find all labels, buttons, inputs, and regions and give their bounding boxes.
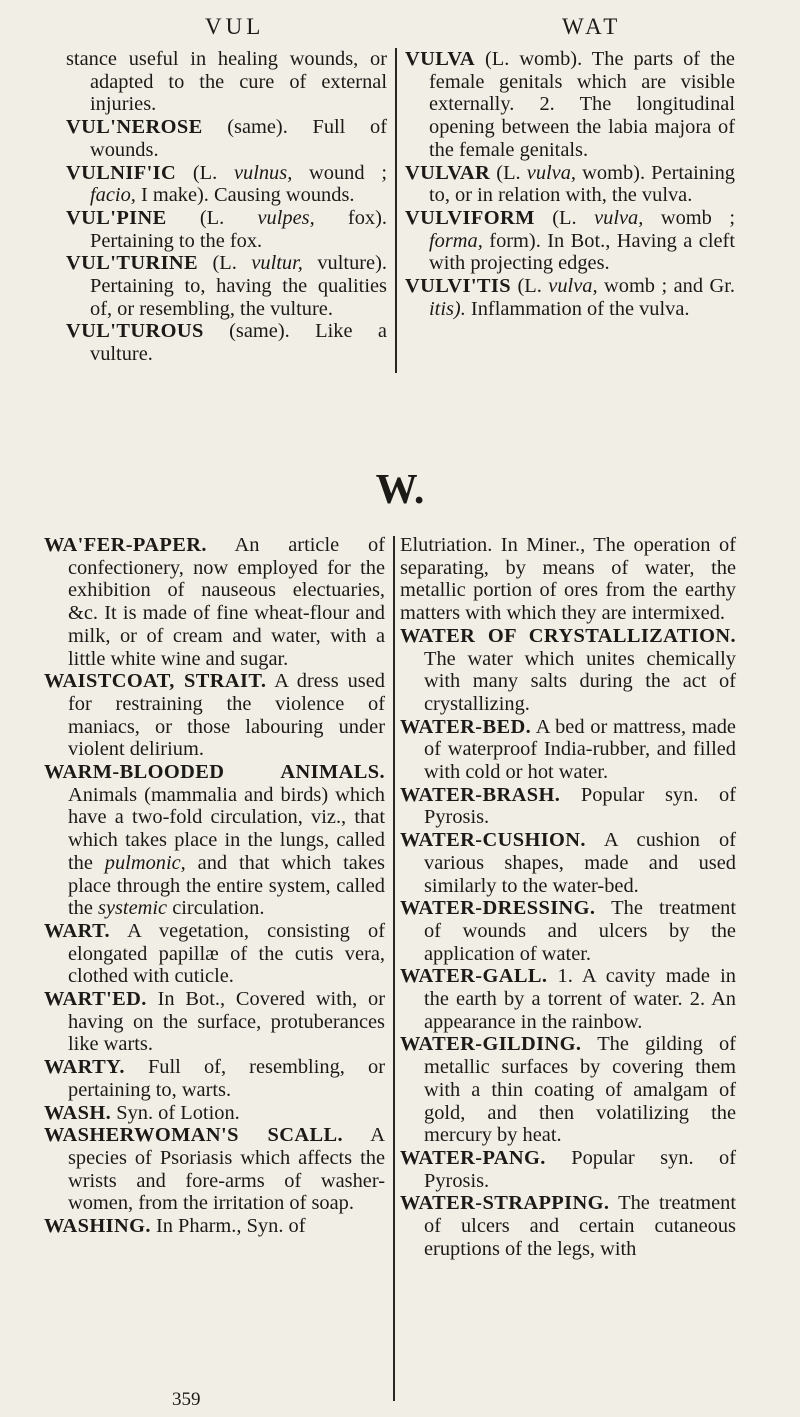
entry-headword: WATER-STRAPPING. <box>400 1192 610 1215</box>
entry-headword: VULVA <box>405 48 475 70</box>
entry-headword: WATER-DRESSING. <box>400 897 596 920</box>
entry-text: (L. <box>176 161 234 184</box>
entry-italic-term: systemic <box>98 897 168 920</box>
header-right: WAT <box>562 14 622 39</box>
entry-text: fox). Pertaining to the fox. <box>90 206 387 252</box>
entry-text: The treatment of wounds and ulcers by the application of water. <box>424 897 736 965</box>
entry-text: An article of confectionery, now employed for the exhibition of nauseous electuaries, &c. It is made of fine wheat-flour and milk, or of cream and water, with a little white wine and sugar. <box>68 534 385 670</box>
entry-headword: VUL'TUROUS <box>66 320 204 343</box>
entry-text: (L. <box>166 206 258 229</box>
entry-text: stance useful in healing wounds, or adapted to the cure of external injuries. <box>66 48 387 116</box>
entry-text: form). In Bot., Having a cleft with projecting edges. <box>429 229 735 275</box>
dictionary-entry <box>44 1215 385 1238</box>
dictionary-entry <box>66 252 387 320</box>
dictionary-entry <box>400 829 736 897</box>
top-right-column <box>405 48 735 320</box>
dictionary-entry <box>400 1192 736 1260</box>
entry-headword: WATER-GILDING. <box>400 1033 582 1056</box>
entry-text: I make). Causing wounds. <box>135 184 355 207</box>
entry-text: (L. womb). The parts of the female genitals which are visible externally. 2. The longitudinal opening between the labia majora of the female genitals. <box>429 48 735 161</box>
entry-text: Animals (mammalia and birds) which have a two-fold circulation, viz., that which takes place in the lungs, called the <box>68 783 385 874</box>
entry-text: A species of Psoriasis which affects the wrists and fore-arms of washer-women, from the irritation of soap. <box>68 1124 386 1215</box>
bottom-right-column <box>400 534 736 1261</box>
entry-headword: WATER-BED. <box>400 715 532 738</box>
column-divider-top <box>395 48 397 373</box>
entry-headword: WASHERWOMAN'S SCALL. <box>44 1124 344 1147</box>
entry-text: womb ; and Gr. <box>597 275 735 298</box>
entry-italic-term: forma, <box>429 229 483 252</box>
entry-italic-term: vulnus, <box>233 161 293 184</box>
entry-text: The water which unites chemically with many salts during the act of crystallizing. <box>424 647 736 715</box>
entry-text: (L. <box>510 275 549 298</box>
section-letter: W. <box>375 467 425 513</box>
dictionary-entry <box>400 1147 736 1192</box>
entry-headword: WATER-PANG. <box>400 1146 546 1169</box>
entry-headword: WARM-BLOODED ANIMALS. <box>44 761 385 784</box>
entry-headword: VUL'PINE <box>66 206 167 229</box>
entry-headword: VUL'NEROSE <box>66 116 203 139</box>
dictionary-entry <box>400 897 736 965</box>
dictionary-entry <box>405 275 735 320</box>
entry-text: A vegetation, consisting of elongated papillæ of the cutis vera, clothed with cuticle. <box>68 919 385 988</box>
dictionary-entry <box>400 716 736 784</box>
entry-headword: WASH. <box>44 1101 112 1124</box>
entry-text: (L. <box>198 252 252 275</box>
dictionary-entry <box>405 207 735 275</box>
entry-text: A dress used for restraining the violence of maniacs, or those labouring under violent delirium. <box>68 670 385 761</box>
entry-text: A bed or mattress, made of waterproof India-rubber, and filled with cold or hot water. <box>424 715 736 784</box>
column-divider-bottom <box>393 536 395 1401</box>
dictionary-entry <box>66 162 387 207</box>
dictionary-entry <box>400 784 736 829</box>
dictionary-entry <box>44 670 385 761</box>
entry-text: womb ; <box>643 206 735 229</box>
page-number: 359 <box>172 1389 201 1410</box>
entry-headword: WART. <box>44 919 111 942</box>
dictionary-entry <box>44 1102 385 1125</box>
entry-italic-term: vultur, <box>251 252 303 275</box>
dictionary-entry <box>66 116 387 161</box>
entry-text: vulture). Pertaining to, having the qualities of, or resembling, the vulture. <box>90 252 387 320</box>
running-header <box>0 6 800 42</box>
entry-headword: VULVIFORM <box>405 206 535 229</box>
header-left: VUL <box>205 14 265 39</box>
entry-text: A cushion of various shapes, made and used similarly to the water-bed. <box>424 829 736 897</box>
dictionary-entry <box>405 162 735 207</box>
dictionary-entry <box>66 48 387 116</box>
entry-italic-term: vulva, <box>594 206 644 229</box>
top-left-column <box>66 48 387 366</box>
dictionary-entry <box>405 48 735 162</box>
entry-headword: WASHING. <box>44 1215 151 1238</box>
entry-text: In Bot., Covered with, or having on the surface, protuberances like warts. <box>68 988 385 1056</box>
entry-text: The gilding of metallic surfaces by covering them with a thin coating of amalgam of gold, and then volatilizing the mercury by heat. <box>424 1033 736 1147</box>
entry-headword: VULVAR <box>405 161 491 184</box>
entry-text: wound ; <box>292 161 387 184</box>
dictionary-entry <box>44 761 385 920</box>
entry-text: (L. <box>534 206 595 229</box>
dictionary-entry <box>66 320 387 365</box>
bottom-left-column <box>44 534 385 1238</box>
dictionary-entry <box>400 625 736 716</box>
dictionary-entry <box>44 1056 385 1101</box>
entry-text: womb). Pertaining to, or in relation with, the vulva. <box>429 161 735 207</box>
entry-headword: WARTY. <box>44 1056 125 1079</box>
entry-headword: VUL'TURINE <box>66 252 199 275</box>
entry-text: (same). Full of wounds. <box>90 116 387 161</box>
entry-text: (L. <box>490 161 527 184</box>
entry-headword: WATER OF CRYSTALLIZATION. <box>400 624 736 647</box>
dictionary-entry <box>44 920 385 988</box>
entry-headword: VULNIF'IC <box>66 161 177 184</box>
entry-headword: VULVI'TIS <box>405 275 511 298</box>
entry-italic-term: facio, <box>90 184 136 207</box>
entry-text: Elutriation. In Miner., The operation of separating, by means of water, the metallic portion of ores from the earthy matters with which they are intermixed. <box>400 534 736 625</box>
entry-text: The treatment of ulcers and certain cutaneous eruptions of the legs, with <box>424 1192 736 1260</box>
dictionary-entry <box>44 988 385 1056</box>
dictionary-entry <box>400 1033 736 1147</box>
entry-headword: WART'ED. <box>44 988 147 1011</box>
dictionary-entry <box>400 965 736 1033</box>
entry-italic-term: pulmonic, <box>104 851 186 874</box>
entry-text: Full of, resembling, or pertaining to, warts. <box>68 1056 385 1101</box>
dictionary-entry <box>44 534 385 670</box>
entry-italic-term: vulva, <box>548 275 598 298</box>
dictionary-entry <box>400 534 736 625</box>
dictionary-entry <box>44 1124 385 1215</box>
entry-text: (same). Like a vulture. <box>90 320 387 366</box>
entry-text: Popular syn. of Pyrosis. <box>424 783 736 829</box>
entry-text: circulation. <box>167 897 265 920</box>
entry-text: 1. A cavity made in the earth by a torrent of water. 2. An appearance in the rainbow. <box>424 965 736 1033</box>
entry-text: In Pharm., Syn. of <box>150 1215 306 1238</box>
entry-headword: WA'FER-PAPER. <box>44 534 207 556</box>
entry-text: Inflammation of the vulva. <box>465 297 690 320</box>
entry-headword: WATER-CUSHION. <box>400 829 586 852</box>
entry-headword: WATER-GALL. <box>400 965 548 988</box>
entry-italic-term: itis). <box>429 297 466 320</box>
entry-text: and that which takes place through the entire system, called the <box>68 851 385 920</box>
entry-italic-term: vulva, <box>526 161 577 184</box>
entry-text: Syn. of Lotion. <box>111 1101 240 1124</box>
entry-headword: WATER-BRASH. <box>400 783 561 806</box>
entry-headword: WAISTCOAT, STRAIT. <box>44 670 267 693</box>
entry-text: Popular syn. of Pyrosis. <box>424 1146 736 1192</box>
dictionary-entry <box>66 207 387 252</box>
entry-italic-term: vulpes, <box>257 206 315 229</box>
